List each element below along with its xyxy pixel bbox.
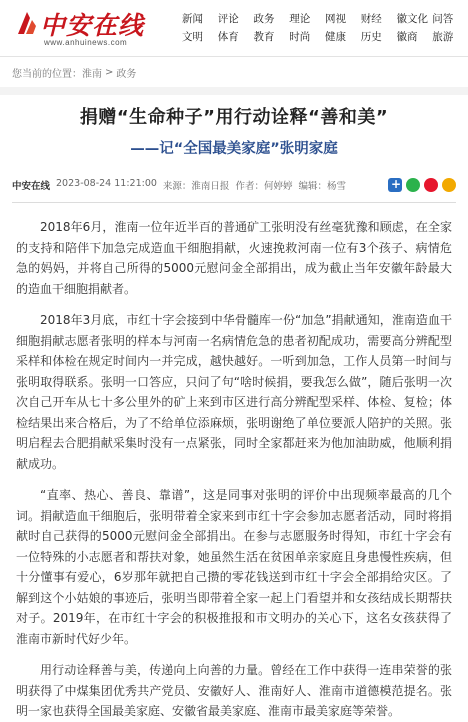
site-logo[interactable]: [14, 6, 174, 50]
logo-url: www.anhuinews.com: [44, 38, 128, 47]
meta-source-site: 中安在线: [12, 181, 51, 192]
share-wechat-icon[interactable]: [406, 178, 420, 192]
share-qzone-icon[interactable]: [442, 178, 456, 192]
nav-item-comment[interactable]: 评论: [217, 13, 239, 25]
article-paragraph: “直率、热心、善良、靠谱”，这是同事对张明的评价中出现频率最高的几个词。捐献造血干细胞后，张明带着全家来到市红十字会参加志愿者活动，同时将捐献时自己获得的5000元慰问金全部捐出。在参与志愿服务时得知，市红十字会有一位特殊的小志愿者和帮扶对象，她虽然生活在贫困单亲家庭且身患慢性疾病，但十分懂事有爱心，6岁那年就把自己攒的零花钱送到市红十字会全部捐给灾区。了解到这个小姑娘的事迹后，张明当即带着全家一起上门看望并和女孩结成长期帮扶对子。2019年，在市红十字会的积极推报和市文明办的关心下，这名女孩获得了淮南市新时代好少年。: [16, 488, 452, 646]
nav-item-video[interactable]: 网视: [325, 13, 346, 25]
nav-item-hui-culture[interactable]: 徽文化: [396, 13, 428, 25]
meta-author: 作者：何婷婷: [235, 181, 293, 192]
article-paragraph: 用行动诠释善与美，传递向上向善的力量。曾经在工作中获得一连串荣誉的张明获得了中煤集团优秀共产党员、安徽好人、淮南好人、淮南市道德模范提名。张明一家也获得全国最美家庭、安徽省最美家庭、淮南市最美家庭等荣誉。: [16, 663, 452, 718]
nav-item-qa[interactable]: 问答: [432, 13, 454, 25]
site-header: [0, 0, 468, 56]
nav-item-news[interactable]: 新闻: [182, 13, 203, 25]
nav-item-finance[interactable]: 财经: [360, 13, 382, 25]
nav-item-civilization[interactable]: 文明: [182, 31, 203, 43]
breadcrumb-spacer: [0, 87, 468, 95]
share-weibo-icon[interactable]: [424, 178, 438, 192]
article-paragraph: 2018年3月底，市红十字会接到中华骨髓库一份“加急”捐献通知，淮南造血干细胞捐献志愿者张明的样本与河南一名病情危急的患者初配成功，需要高分辨配型采样和体检在规定时间内一并完成，越快越好。一听到加急，工作人员第一时间与张明取得联系。张明一口答应，只问了句“啥时候捐，要我怎么做”，随后张明一次次自己开车从七十多公里外的矿上来到市区进行高分辨配型采样、体检、复检；体检结果出来合格后，为了不给单位添麻烦，张明谢绝了单位要派人陪护的关照。张明启程去合肥捐献采集时没有一点紧张，同时全家都赶来为他加油助威，他顺利捐献成功。: [16, 313, 452, 471]
article-paragraph: 2018年6月，淮南一位年近半百的普通矿工张明没有丝毫犹豫和顾虑，在全家的支持和陪伴下加急完成造血干细胞捐献，火速挽救河南一位有3个孩子、病情危急的妈妈，并将自己所得的5000元慰问金全部捐出，成为截止当年安徽年龄最大的造血干细胞捐献者。: [16, 220, 452, 296]
meta-editor: 编辑：杨雪: [298, 181, 346, 192]
breadcrumb: [0, 57, 468, 87]
logo-mark-icon: [14, 8, 40, 38]
logo-text: 中安在线: [40, 11, 145, 40]
nav-item-sports[interactable]: 体育: [217, 31, 239, 43]
nav-item-travel[interactable]: 旅游: [432, 31, 454, 43]
breadcrumb-item-government[interactable]: 政务: [116, 68, 137, 80]
breadcrumb-prefix: 您当前的位置：: [12, 68, 82, 80]
nav-item-theory[interactable]: 理论: [289, 13, 311, 25]
meta-datetime: 2023-08-24 11:21:00: [56, 178, 157, 189]
nav-item-fashion[interactable]: 时尚: [289, 31, 311, 43]
nav-item-hui-merchants[interactable]: 徽商: [396, 31, 418, 43]
share-buttons: [388, 178, 456, 192]
nav-item-government[interactable]: 政务: [253, 13, 275, 25]
nav-item-education[interactable]: 教育: [253, 31, 275, 43]
breadcrumb-separator: >: [105, 66, 114, 78]
article-subtitle: ——记“全国最美家庭”张明家庭: [130, 141, 338, 157]
main-nav: [182, 13, 464, 44]
article-meta: [0, 174, 468, 196]
article-title: 捐赠“生命种子”用行动诠释“善和美”: [79, 107, 389, 128]
nav-item-history[interactable]: 历史: [360, 31, 382, 43]
meta-origin: 来源：淮南日报: [162, 181, 230, 192]
nav-item-health[interactable]: 健康: [325, 31, 346, 43]
share-more-icon[interactable]: [388, 178, 402, 192]
article-body: [0, 203, 468, 722]
breadcrumb-item-huainan[interactable]: 淮南: [82, 68, 102, 80]
